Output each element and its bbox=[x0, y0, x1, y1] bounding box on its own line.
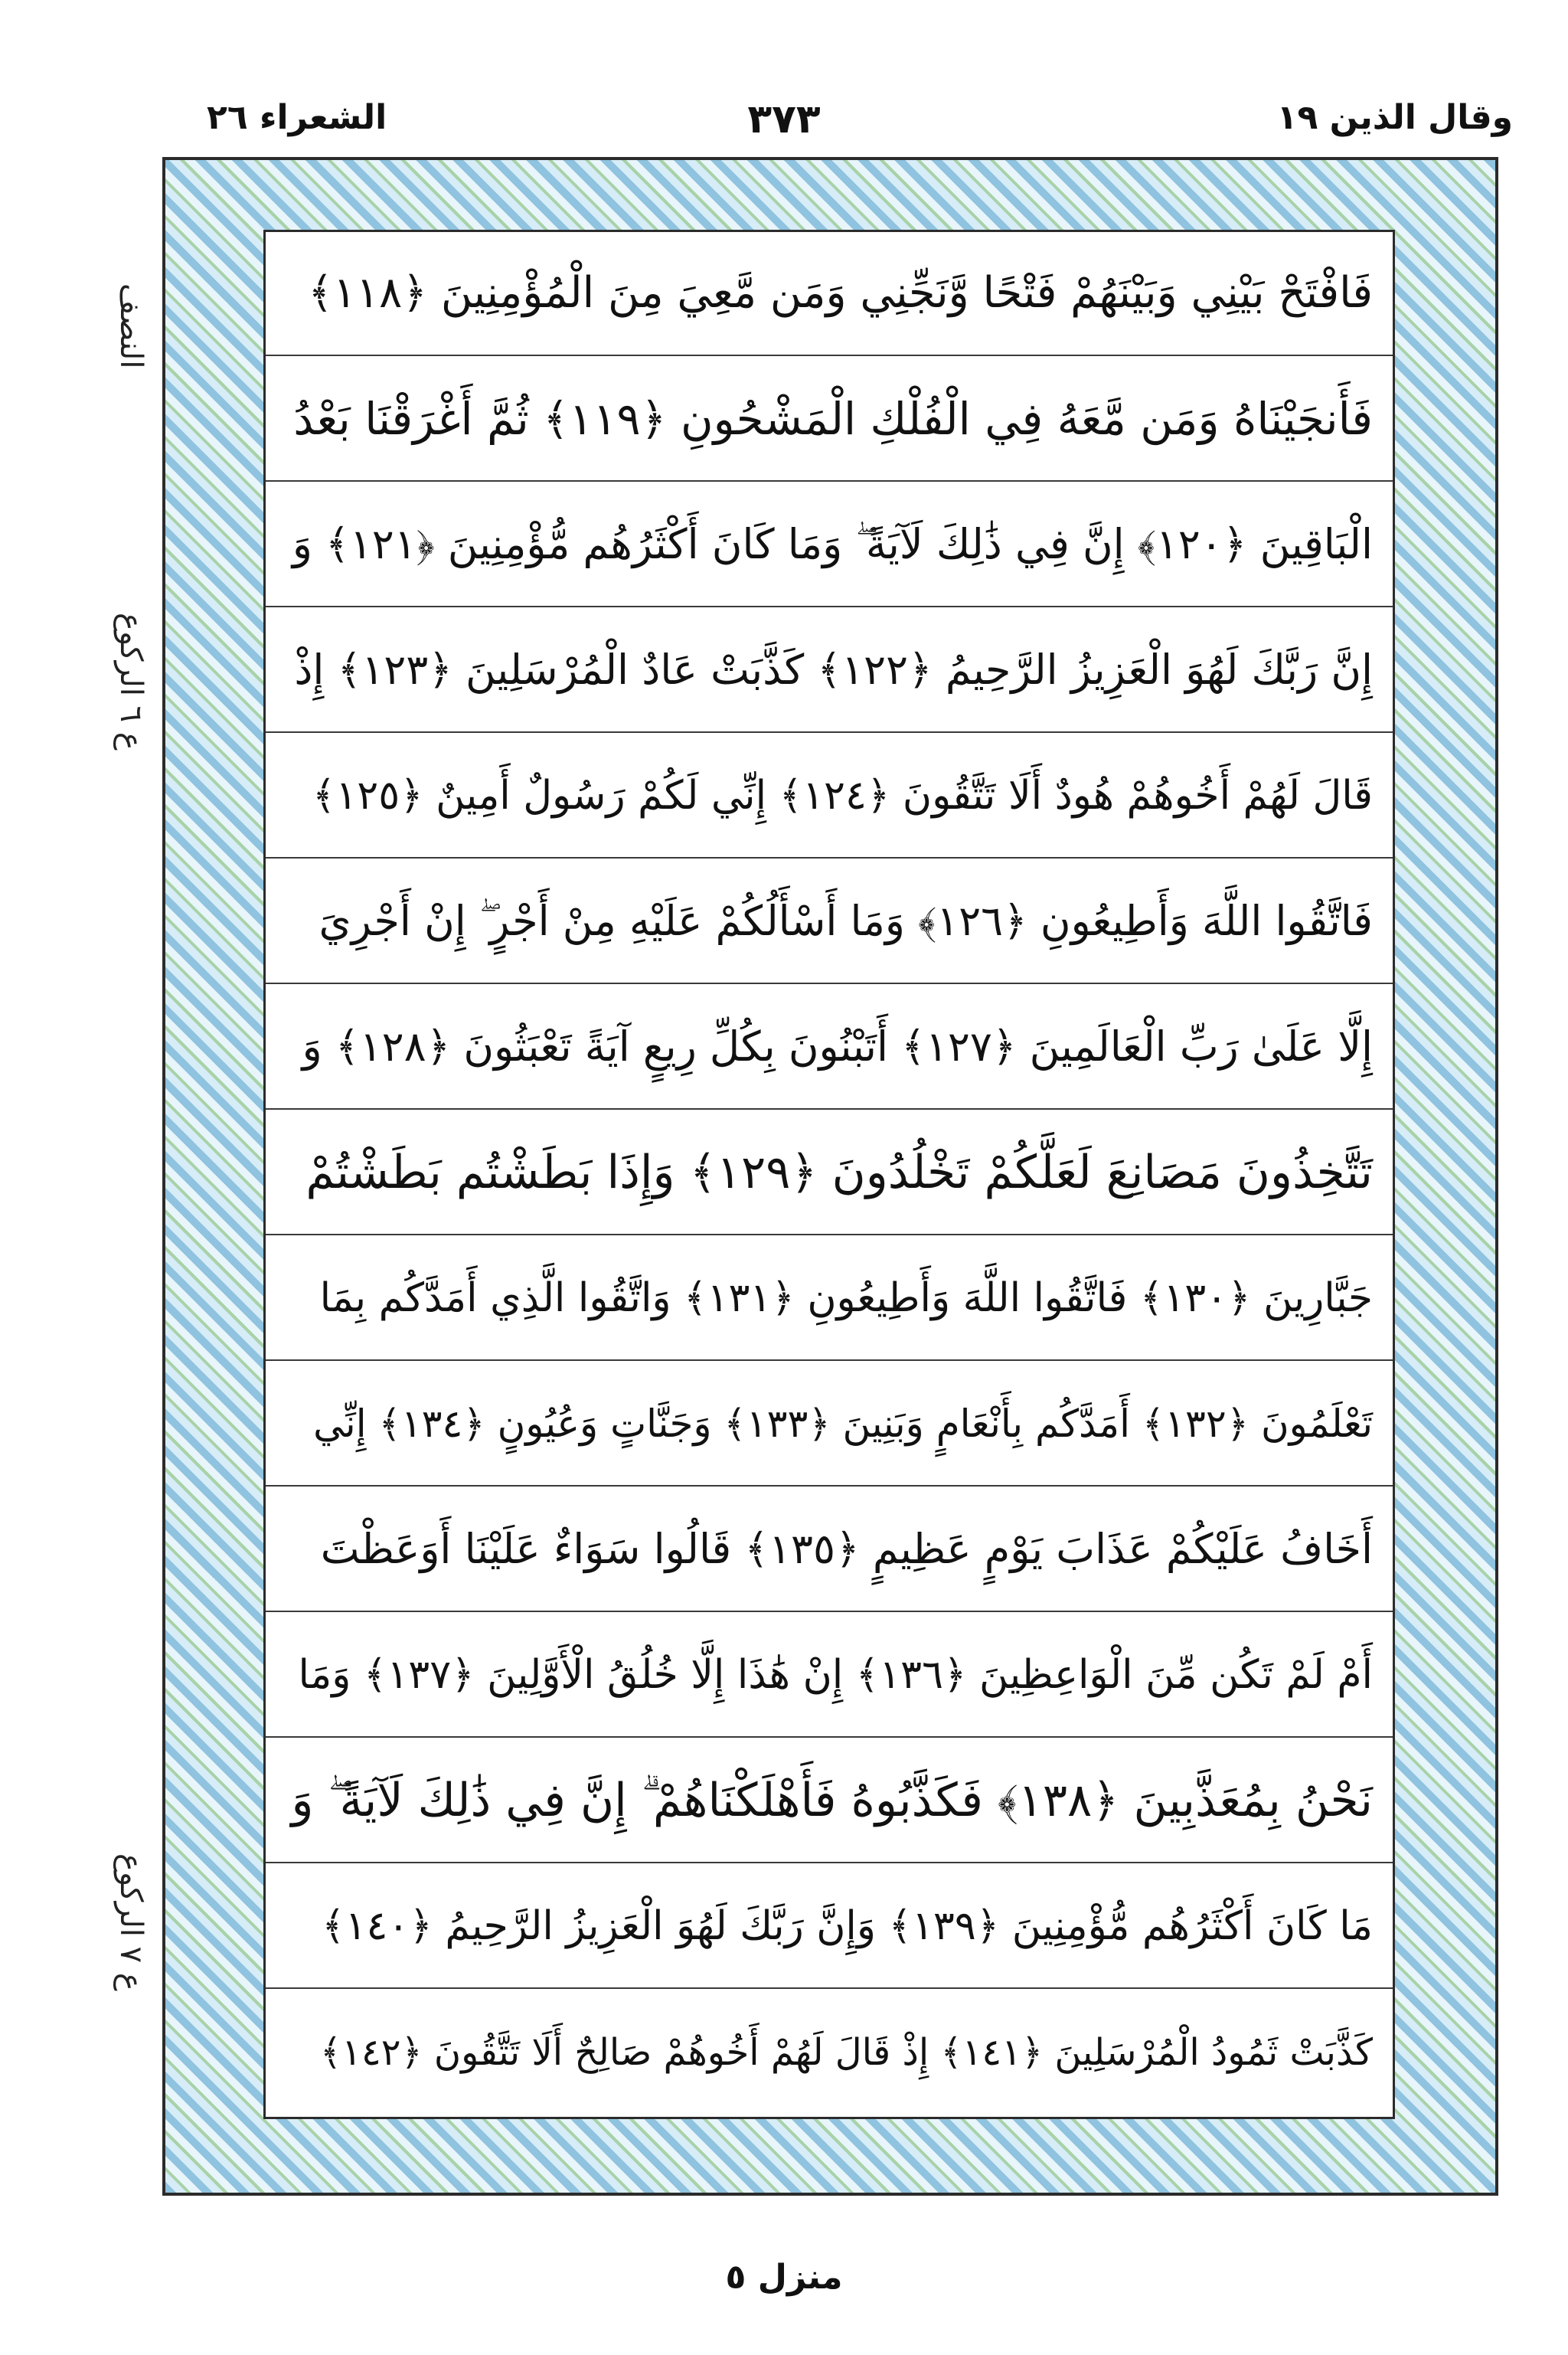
juz-name-header: وقال الذين ١٩ bbox=[1276, 98, 1513, 137]
verse-line: قَالَ لَهُمْ أَخُوهُمْ هُودٌ أَلَا تَتَّقُونَ ﴿١٢٤﴾ إِنِّي لَكُمْ رَسُولٌ أَمِينٌ ﴿١٢٥﴾ bbox=[266, 734, 1393, 859]
ruku-mark-note: ع ٧ الرکوع bbox=[113, 1853, 149, 1991]
verse-line: فَافْتَحْ بَيْنِي وَبَيْنَهُمْ فَتْحًا وَّنَجِّنِي وَمَن مَّعِيَ مِنَ الْمُؤْمِنِينَ ﴿١١٨﴾ bbox=[266, 232, 1393, 356]
surah-name-header: الشعراء ٢٦ bbox=[207, 98, 387, 137]
ruku-mark-note: ع ٦ الرکوع bbox=[113, 613, 149, 751]
manzil-footer: منزل ٥ bbox=[725, 2258, 843, 2297]
verse-line: الْبَاقِينَ ﴿١٢٠﴾ إِنَّ فِي ذَٰلِكَ لَآيَةً ۖ وَمَا كَانَ أَكْثَرُهُم مُّؤْمِنِينَ ﴿١٢١﴾ وَ bbox=[266, 483, 1393, 607]
half-mark-note: النصف bbox=[113, 283, 149, 369]
verse-line: نَحْنُ بِمُعَذَّبِينَ ﴿١٣٨﴾ فَكَذَّبُوهُ فَأَهْلَكْنَاهُمْ ۗ إِنَّ فِي ذَٰلِكَ لَآيَةً ۖ وَ bbox=[266, 1739, 1393, 1863]
verse-line: أَمْ لَمْ تَكُن مِّنَ الْوَاعِظِينَ ﴿١٣٦﴾ إِنْ هَٰذَا إِلَّا خُلُقُ الْأَوَّلِينَ ﴿١٣٧﴾ وَمَا bbox=[266, 1614, 1393, 1738]
page-number: ٣٧٣ bbox=[747, 96, 821, 142]
verse-line: أَخَافُ عَلَيْكُمْ عَذَابَ يَوْمٍ عَظِيمٍ ﴿١٣٥﴾ قَالُوا سَوَاءٌ عَلَيْنَا أَوَعَظْتَ bbox=[266, 1488, 1393, 1612]
verse-line: كَذَّبَتْ ثَمُودُ الْمُرْسَلِينَ ﴿١٤١﴾ إِذْ قَالَ لَهُمْ أَخُوهُمْ صَالِحٌ أَلَا تَتَّقُونَ ﴿١٤٢﴾ bbox=[320, 2031, 1373, 2074]
verse-line: فَأَنجَيْنَاهُ وَمَن مَّعَهُ فِي الْفُلْكِ الْمَشْحُونِ ﴿١١٩﴾ ثُمَّ أَغْرَقْنَا بَعْدُ bbox=[266, 358, 1393, 482]
verse-line: فَاتَّقُوا اللَّهَ وَأَطِيعُونِ ﴿١٢٦﴾ وَمَا أَسْأَلُكُمْ عَلَيْهِ مِنْ أَجْرٍ ۖ إِنْ أَجْرِيَ bbox=[266, 860, 1393, 984]
verse-line: مَا كَانَ أَكْثَرُهُم مُّؤْمِنِينَ ﴿١٣٩﴾ وَإِنَّ رَبَّكَ لَهُوَ الْعَزِيزُ الرَّحِيمُ ﴿١٤٠﴾ bbox=[266, 1865, 1393, 1989]
verse-line: إِنَّ رَبَّكَ لَهُوَ الْعَزِيزُ الرَّحِيمُ ﴿١٢٢﴾ كَذَّبَتْ عَادٌ الْمُرْسَلِينَ ﴿١٢٣﴾ إِذْ bbox=[266, 609, 1393, 733]
verse-line: تَتَّخِذُونَ مَصَانِعَ لَعَلَّكُمْ تَخْلُدُونَ ﴿١٢٩﴾ وَإِذَا بَطَشْتُم بَطَشْتُمْ bbox=[266, 1111, 1393, 1235]
verse-text-panel bbox=[263, 230, 1395, 2119]
verse-line: إِلَّا عَلَىٰ رَبِّ الْعَالَمِينَ ﴿١٢٧﴾ أَتَبْنُونَ بِكُلِّ رِيعٍ آيَةً تَعْبَثُونَ ﴿١٢٨﴾ وَ bbox=[266, 986, 1393, 1110]
verse-line: جَبَّارِينَ ﴿١٣٠﴾ فَاتَّقُوا اللَّهَ وَأَطِيعُونِ ﴿١٣١﴾ وَاتَّقُوا الَّذِي أَمَدَّكُم بِمَا bbox=[266, 1237, 1393, 1361]
verse-line: تَعْلَمُونَ ﴿١٣٢﴾ أَمَدَّكُم بِأَنْعَامٍ وَبَنِينَ ﴿١٣٣﴾ وَجَنَّاتٍ وَعُيُونٍ ﴿١٣٤﴾ إِنِّي bbox=[266, 1362, 1393, 1487]
